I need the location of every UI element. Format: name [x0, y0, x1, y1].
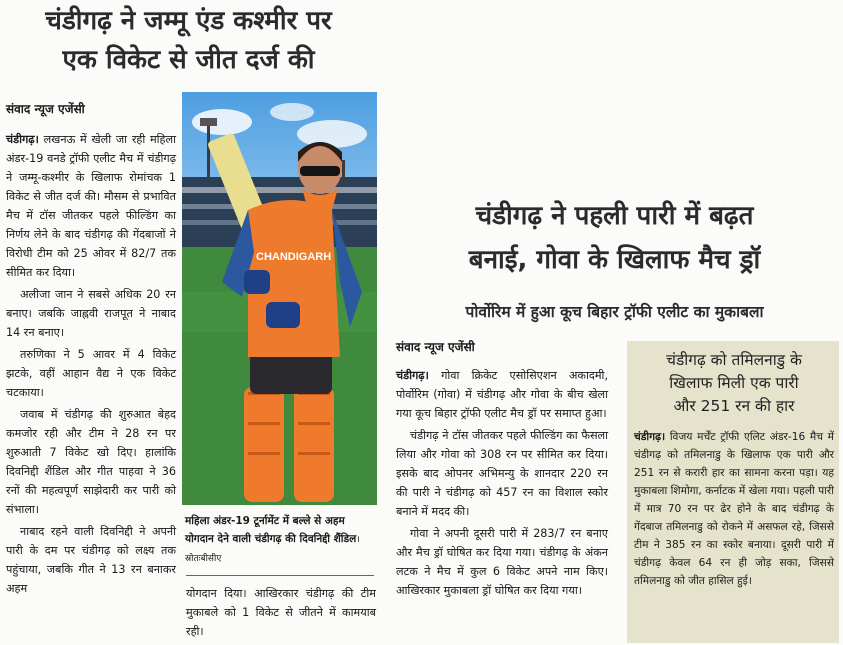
story1-headline-line2: एक विकेट से जीत दर्ज की	[62, 45, 315, 75]
story2-headline-line1: चंडीगढ़ ने पहली पारी में बढ़त	[475, 201, 754, 231]
story2-paragraph-1: चंडीगढ़। गोवा क्रिकेट एसोसिएशन अकादमी, पोर्वोरिम (गोवा) में चंडीगढ़ और गोवा के बीच खेला गया कूच बिहार ट्रॉफी एलीट मैच ड्रॉ पर समाप्त हुआ।	[396, 369, 609, 420]
story1-paragraph-4: जवाब में चंडीगढ़ की शुरुआत बेहद कमजोर रही और टीम ने 28 रन पर शुरुआती 7 विकेट खो दिए। हालांकि दिवनिद्दी शैंडिल और गीत पाहवा ने 36 रनों की महत्वपूर्ण साझेदारी कर पारी को संभाला।	[6, 408, 176, 516]
story1-paragraph-6: योगदान दिया। आखिरकार चंडीगढ़ की टीम मुकाबले को 1 विकेट से जीतने में कामयाब रही।	[186, 587, 376, 638]
story2-paragraph-3: गोवा ने अपनी दूसरी पारी में 283/7 रन बनाए और मैच ड्रॉ घोषित कर दिया गया। चंडीगढ़ के अंकन लटक ने मैच में कुल 6 विकेट अपने नाम किए। आखिरकार मुकाबला ड्रॉ घोषित कर दिया गया।	[396, 527, 608, 597]
story1-paragraph-5: नाबाद रहने वाली दिवनिद्दी ने अपनी पारी के दम पर चंडीगढ़ को लक्ष्य तक पहुंचाया, जबकि गीत ने 13 रन बनाकर अहम	[6, 525, 176, 595]
story3-body	[634, 428, 834, 590]
story1-paragraph-2: अलीजा जान ने सबसे अधिक 20 रन बनाए। जबकि जाह्नवी राजपूत ने नाबाद 14 रन बनाए।	[6, 288, 176, 339]
story1-agency: संवाद न्यूज एजेंसी	[6, 102, 85, 116]
caption-divider	[186, 575, 374, 576]
story3-headline-line1: चंडीगढ़ को तमिलनाडु के	[666, 351, 802, 369]
story2-paragraph-2: चंडीगढ़ ने टॉस जीतकर पहले फील्डिंग का फैसला लिया और गोवा को 308 रन पर सीमित कर दिया। इसके बाद ओपनर अभिमन्यु के शानदार 220 रन की पारी ने चंडीगढ़ को 457 रन का विशाल स्कोर बनाने में मदद की।	[396, 429, 608, 518]
story1-headline	[6, 2, 371, 80]
story3-headline	[636, 349, 832, 418]
story2-headline	[392, 194, 837, 282]
story2-dateline: चंडीगढ़।	[396, 369, 429, 382]
story1-column-left	[6, 130, 176, 601]
story2-agency: संवाद न्यूज एजेंसी	[396, 340, 475, 354]
story3-headline-line3: और 251 रन की हार	[673, 397, 795, 415]
story2-headline-line2: बनाई, गोवा के खिलाफ मैच ड्रॉ	[468, 245, 761, 275]
jersey-text: CHANDIGARH	[256, 251, 332, 263]
story1-headline-line1: चंडीगढ़ ने जम्मू एंड कश्मीर पर	[45, 6, 332, 36]
photo-credit: । स्रोतःबीसीए	[185, 535, 360, 564]
story3-headline-line2: खिलाफ मिली एक पारी	[669, 374, 799, 392]
story2-column	[396, 366, 608, 603]
story3-paragraph: चंडीगढ़। विजय मर्चेंट ट्रॉफी एलिट अंडर-16 मैच में चंडीगढ़ को तमिलनाडु के खिलाफ एक पारी और 251 रन से करारी हार का सामना करना पड़ा। यह मुकाबला शिमोगा, कर्नाटक में खेला गया। पहली पारी में मात्र 70 रन पर ढेर होने के बाद चंडीगढ़ के गेंदबाज तमिलनाडु को रोकने में असफल रहे, जिससे टीम ने 385 रन का स्कोर बनाया। दूसरी पारी में चंडीगढ़ केवल 64 रन ही जोड़ सका, जिससे तमिलनाडु को जीत हासिल हुई।	[634, 431, 834, 587]
story2-subheadline: पोर्वोरिम में हुआ कूच बिहार ट्रॉफी एलीट का मुकाबला	[465, 303, 764, 321]
story1-dateline: चंडीगढ़।	[6, 133, 39, 146]
story1-paragraph-3: तरुणिका ने 5 आवर में 4 विकेट झटके, वहीं आहान वैद्य ने एक विकेट चटकाया।	[6, 348, 176, 399]
photo-caption: महिला अंडर-19 टूर्नामेंट में बल्ले से अहम योगदान देने वाली चंडीगढ़ की दिवनिद्दी शैंडिल। स्रोतःबीसीए	[185, 515, 360, 564]
story1-paragraph-1: चंडीगढ़। लखनऊ में खेली जा रही महिला अंडर-19 वनडे ट्रॉफी एलीट मैच में चंडीगढ़ ने जम्मू-कश्मीर के खिलाफ रोमांचक 1 विकेट से जीत दर्ज की। मौसम से प्रभावित मैच में टॉस जीतकर पहले फील्डिंग का निर्णय लेने के बाद चंडीगढ़ की गेंदबाजों ने विरोधी टीम को 25 ओवर में 82/7 तक सीमित कर दिया।	[6, 133, 176, 279]
story1-column-continued	[186, 584, 376, 644]
player-photo-illustration	[182, 92, 377, 505]
story3-dateline: चंडीगढ़।	[634, 431, 666, 443]
player-photo	[182, 92, 377, 505]
